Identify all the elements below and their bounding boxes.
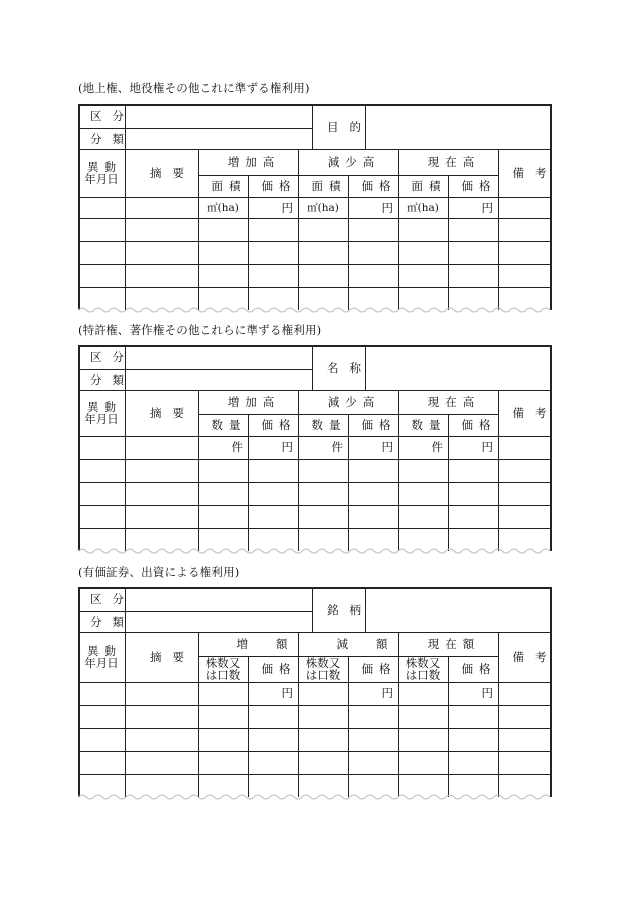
bikou-label: 備考 <box>512 650 558 664</box>
decrease-label: 減少高 <box>327 395 381 409</box>
rule <box>78 264 551 265</box>
torn-edge <box>78 792 551 800</box>
price-label: 価格 <box>261 662 297 676</box>
shares-label-line2: は口数 <box>405 668 441 682</box>
unit-yen: 円 <box>481 200 493 215</box>
bunrui-label: 分類 <box>90 614 135 629</box>
shares-label-line2: は口数 <box>305 668 341 682</box>
rule <box>78 505 551 506</box>
kubun-value[interactable] <box>125 345 312 369</box>
rule <box>78 241 551 242</box>
rule <box>78 774 551 775</box>
increase-label: 増加高 <box>227 155 281 169</box>
bunrui-value[interactable] <box>125 611 312 632</box>
idou-date-label <box>78 632 125 682</box>
unit-yen: 円 <box>381 200 393 215</box>
price-label: 価格 <box>261 418 297 432</box>
nengappi-label: 年月日 <box>84 656 119 670</box>
unit-yen: 円 <box>281 685 293 700</box>
increase-label: 増加高 <box>227 395 281 409</box>
register-form <box>78 587 558 797</box>
rule <box>78 728 551 729</box>
rule <box>78 482 551 483</box>
brand-value[interactable] <box>365 587 550 632</box>
brand-label: 銘柄 <box>327 602 372 617</box>
unit-yen: 円 <box>381 439 393 454</box>
section-title: (特許権、著作権その他これらに準ずる権利用) <box>78 323 322 337</box>
idou-label: 異動 <box>87 644 122 658</box>
shares-label <box>198 656 248 682</box>
tekiyou-label: 摘要 <box>150 166 195 180</box>
rule <box>78 751 551 752</box>
idou-date-label <box>78 390 125 436</box>
shares-label-line1: 株数又 <box>405 656 441 670</box>
torn-edge <box>78 305 551 313</box>
tekiyou-label: 摘要 <box>150 650 195 664</box>
price-label: 価格 <box>361 418 397 432</box>
quantity-label: 数量 <box>211 418 247 432</box>
current-label: 現在額 <box>427 637 481 651</box>
shares-label-line2: は口数 <box>205 668 241 682</box>
rule <box>78 218 551 219</box>
rule <box>78 287 551 288</box>
name-value[interactable] <box>365 345 550 390</box>
right-border <box>550 587 552 797</box>
register-form <box>78 104 558 310</box>
bunrui-label: 分類 <box>90 372 135 387</box>
register-form <box>78 345 558 551</box>
name-label: 名称 <box>327 360 372 375</box>
unit-area: ㎡(ha) <box>407 202 439 214</box>
torn-edge <box>78 546 551 554</box>
quantity-label: 数量 <box>411 418 447 432</box>
right-border <box>550 104 552 310</box>
unit-area: ㎡(ha) <box>307 202 339 214</box>
price-label: 価格 <box>361 662 397 676</box>
idou-label: 異動 <box>87 160 122 174</box>
area-label: 面積 <box>411 179 447 193</box>
price-label: 価格 <box>461 662 497 676</box>
kubun-label: 区分 <box>90 109 135 123</box>
rule <box>78 705 551 706</box>
section-title: (地上権、地役権その他これに準ずる権利用) <box>78 81 310 95</box>
nengappi-label: 年月日 <box>84 412 119 426</box>
nengappi-label: 年月日 <box>84 172 119 186</box>
shares-label-line1: 株数又 <box>205 656 241 670</box>
unit-yen: 円 <box>481 685 493 700</box>
purpose-value[interactable] <box>365 104 550 149</box>
unit-area: ㎡(ha) <box>207 202 239 214</box>
unit-count: 件 <box>231 439 243 454</box>
bikou-label: 備考 <box>512 406 558 420</box>
right-border <box>550 345 552 551</box>
idou-date-label <box>78 149 125 197</box>
section-title: (有価証券、出資による権利用) <box>78 565 240 579</box>
area-label: 面積 <box>211 179 247 193</box>
shares-label <box>298 656 348 682</box>
decrease-label: 減少高 <box>327 155 381 169</box>
rule <box>78 528 551 529</box>
kubun-label: 区分 <box>90 350 135 364</box>
price-label: 価格 <box>261 179 297 193</box>
rule <box>78 459 551 460</box>
area-label: 面積 <box>311 179 347 193</box>
unit-yen: 円 <box>481 439 493 454</box>
bunrui-value[interactable] <box>125 369 312 390</box>
increase-label: 増額 <box>236 637 316 651</box>
quantity-label: 数量 <box>311 418 347 432</box>
price-label: 価格 <box>461 179 497 193</box>
shares-label <box>398 656 448 682</box>
shares-label-line1: 株数又 <box>305 656 341 670</box>
purpose-label: 目的 <box>327 119 372 134</box>
kubun-value[interactable] <box>125 587 312 611</box>
unit-yen: 円 <box>381 685 393 700</box>
bikou-label: 備考 <box>512 166 558 180</box>
kubun-label: 区分 <box>90 592 135 606</box>
bunrui-label: 分類 <box>90 131 135 146</box>
unit-count: 件 <box>431 439 443 454</box>
price-label: 価格 <box>461 418 497 432</box>
kubun-value[interactable] <box>125 104 312 128</box>
current-label: 現在高 <box>427 155 481 169</box>
bunrui-value[interactable] <box>125 128 312 149</box>
unit-yen: 円 <box>281 200 293 215</box>
unit-count: 件 <box>331 439 343 454</box>
decrease-label: 減額 <box>336 637 416 651</box>
tekiyou-label: 摘要 <box>150 406 195 420</box>
idou-label: 異動 <box>87 400 122 414</box>
unit-yen: 円 <box>281 439 293 454</box>
price-label: 価格 <box>361 179 397 193</box>
current-label: 現在高 <box>427 395 481 409</box>
